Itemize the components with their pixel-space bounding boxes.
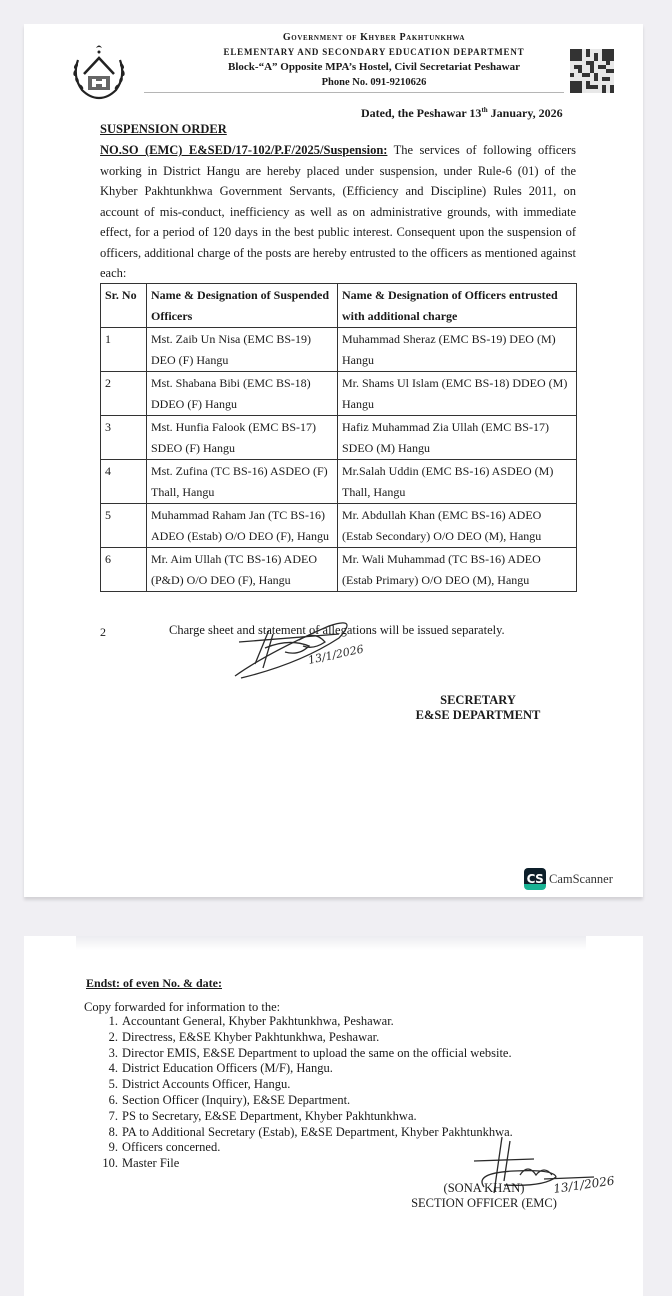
cell-sr-no: 6 [101, 548, 147, 592]
table-header-row [101, 284, 577, 328]
cell-entrusted-officer: Mr. Wali Muhammad (TC BS-16) ADEO (Estab Primary) O/O DEO (M), Hangu [338, 548, 577, 592]
order-body [100, 140, 576, 284]
column-header-sr-no: Sr. No [101, 284, 147, 328]
cell-entrusted-officer: Muhammad Sheraz (EMC BS-19) DEO (M) Hangu [338, 328, 577, 372]
secretary-signature-icon [229, 612, 379, 682]
recipient-item [84, 1093, 513, 1109]
kp-government-emblem-icon [68, 40, 130, 102]
secretary-signatory [408, 693, 548, 723]
camscanner-logo-icon: CS [524, 868, 546, 890]
signatory-department: E&SE DEPARTMENT [415, 708, 541, 722]
table-row [101, 416, 577, 460]
recipient-text: Directress, E&SE Khyber Pakhtunkhwa, Peshawar. [122, 1029, 380, 1044]
qr-code-icon [570, 49, 614, 93]
recipient-item [84, 1046, 513, 1062]
recipient-text: PS to Secretary, E&SE Department, Khyber Pakhtunkhwa. [122, 1108, 417, 1123]
cell-suspended-officer: Mst. Zufina (TC BS-16) ASDEO (F) Thall, Hangu [147, 460, 338, 504]
cell-sr-no: 5 [101, 504, 147, 548]
recipient-item [84, 1061, 513, 1077]
recipient-number: 1. [108, 1014, 118, 1028]
recipient-text: Officers concerned. [122, 1140, 221, 1155]
recipient-text: Director EMIS, E&SE Department to upload the same on the official website. [122, 1045, 512, 1060]
table-row [101, 328, 577, 372]
recipient-text: Accountant General, Khyber Pakhtunkhwa, Peshawar. [122, 1014, 394, 1028]
cell-suspended-officer: Mst. Zaib Un Nisa (EMC BS-19) DEO (F) Hangu [147, 328, 338, 372]
cell-entrusted-officer: Hafiz Muhammad Zia Ullah (EMC BS-17) SDEO (M) Hangu [338, 416, 577, 460]
recipient-text: Section Officer (Inquiry), E&SE Department. [122, 1092, 351, 1107]
letterhead-address: Block-“A” Opposite MPA’s Hostel, Civil Secretariat Peshawar [228, 61, 520, 73]
endorsement-intro: Copy forwarded for information to the: [84, 1000, 281, 1014]
cell-sr-no: 4 [101, 460, 147, 504]
note-text: Charge sheet and statement of allegations will be issued separately. [169, 623, 505, 637]
cell-entrusted-officer: Mr.Salah Uddin (EMC BS-16) ASDEO (M) Thall, Hangu [338, 460, 577, 504]
cell-suspended-officer: Muhammad Raham Jan (TC BS-16) ADEO (Estab) O/O DEO (F), Hangu [147, 504, 338, 548]
cell-sr-no: 3 [101, 416, 147, 460]
table-row [101, 460, 577, 504]
signatory-title: SECRETARY [440, 693, 516, 707]
recipient-item [84, 1030, 513, 1046]
endorsement-title: Endst: of even No. & date: [86, 976, 222, 990]
order-title: SUSPENSION ORDER [100, 122, 227, 136]
letterhead [174, 30, 574, 90]
column-header-suspended-officers: Name & Designation of Suspended Officers [147, 284, 338, 328]
recipient-text: District Education Officers (M/F), Hangu. [122, 1061, 333, 1076]
recipient-number: 9. [108, 1140, 118, 1155]
letterhead-government: Government of Khyber Pakhtunkhwa [282, 32, 466, 43]
letterhead-divider [144, 92, 564, 93]
signature-date-scribble: 13/1/2026 [306, 642, 365, 667]
cell-suspended-officer: Mst. Shabana Bibi (EMC BS-18) DDEO (F) Hangu [147, 372, 338, 416]
note-number: 2 [100, 625, 106, 639]
letterhead-department: ELEMENTARY AND SECONDARY EDUCATION DEPARTMENT [223, 47, 525, 57]
cell-sr-no: 1 [101, 328, 147, 372]
document-page-2 [24, 936, 643, 1296]
cell-suspended-officer: Mst. Hunfia Falook (EMC BS-17) SDEO (F) Hangu [147, 416, 338, 460]
recipient-number: 6. [108, 1092, 118, 1107]
signatory-title: SECTION OFFICER (EMC) [411, 1196, 557, 1210]
recipient-item [84, 1109, 513, 1125]
column-header-entrusted-officers: Name & Designation of Officers entrusted with additional charge [338, 284, 577, 328]
table-row [101, 548, 577, 592]
officers-table [100, 283, 577, 592]
recipient-number: 4. [108, 1061, 118, 1076]
recipient-number: 3. [108, 1045, 118, 1060]
recipient-number: 2. [108, 1029, 118, 1044]
order-body-text: The services of following officers working in District Hangu are hereby placed under suspension, under Rule-6 (01) of the Khyber Pakhtunkhwa Government Servants, (Efficiency and Discipline) Rules 2011, on account of mis-conduct, inefficiency as well as on administrative grounds, with immediate effect, for a period of 120 days in the best public interest. Consequent upon the suspension of officers, additional charge of the posts are hereby entrusted to the officers as mentioned against each: [100, 143, 576, 280]
recipient-item [84, 1014, 513, 1030]
signature-date-scribble: 13/1/2026 [552, 1173, 616, 1196]
recipient-text: Master File [122, 1156, 180, 1171]
camscanner-label: CamScanner [549, 871, 613, 886]
order-reference-number: NO.SO (EMC) E&SED/17-102/P.F/2025/Suspension: [100, 143, 388, 157]
recipient-number: 5. [108, 1077, 118, 1092]
recipient-item [84, 1077, 513, 1093]
recipient-number: 8. [108, 1124, 118, 1139]
signatory-name: (SONA KHAN) [443, 1181, 525, 1195]
recipient-text: PA to Additional Secretary (Estab), E&SE Department, Khyber Pakhtunkhwa. [122, 1124, 513, 1139]
document-page-1 [24, 24, 643, 897]
camscanner-watermark [524, 868, 613, 890]
table-row [101, 504, 577, 548]
section-officer-signatory [394, 1181, 574, 1211]
order-date: Dated, the Peshawar 13th January, 2026 [361, 106, 563, 120]
cell-sr-no: 2 [101, 372, 147, 416]
cell-suspended-officer: Mr. Aim Ullah (TC BS-16) ADEO (P&D) O/O DEO (F), Hangu [147, 548, 338, 592]
recipient-number: 7. [108, 1108, 118, 1123]
letterhead-phone: Phone No. 091-9210626 [321, 77, 427, 88]
recipient-text: District Accounts Officer, Hangu. [122, 1077, 291, 1092]
scan-shadow [76, 936, 586, 950]
table-row [101, 372, 577, 416]
recipient-number: 10. [102, 1156, 118, 1171]
cell-entrusted-officer: Mr. Abdullah Khan (EMC BS-16) ADEO (Estab Secondary) O/O DEO (M), Hangu [338, 504, 577, 548]
cell-entrusted-officer: Mr. Shams Ul Islam (EMC BS-18) DDEO (M) Hangu [338, 372, 577, 416]
